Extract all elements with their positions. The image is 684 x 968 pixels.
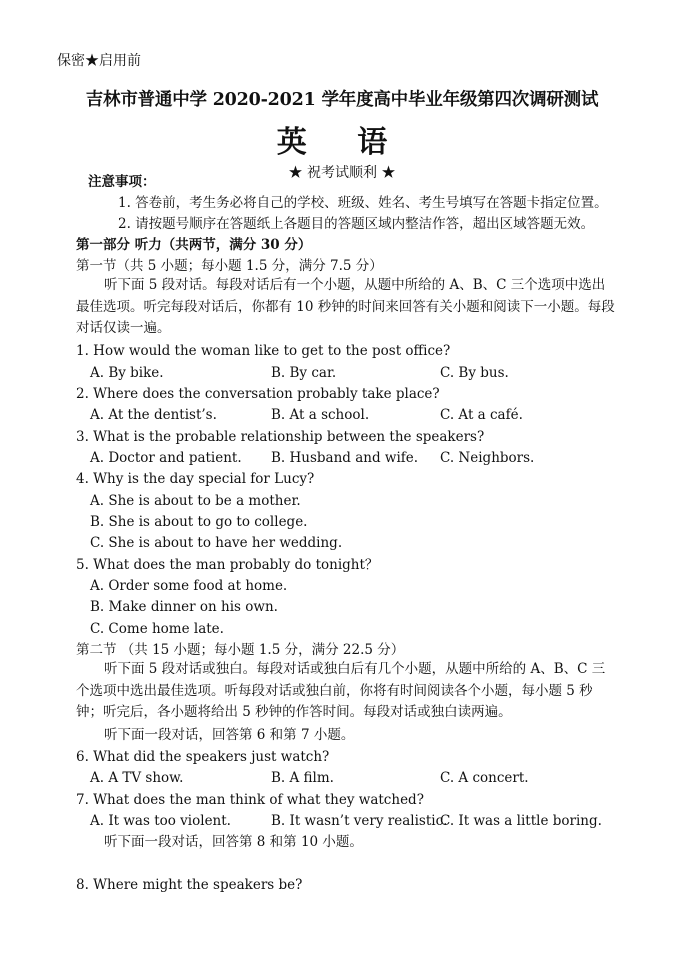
option-b: B. Make dinner on his own.: [90, 599, 278, 615]
option-a: A. Order some food at home.: [90, 578, 288, 594]
option-c: C. By bus.: [440, 365, 509, 381]
question-stem: 8. Where might the speakers be?: [76, 877, 303, 893]
option-c: C. At a café.: [440, 407, 523, 423]
question-stem: 6. What did the speakers just watch?: [76, 749, 330, 765]
option-a: A. She is about to be a mother.: [90, 493, 301, 509]
confidential-label: 保密★启用前: [57, 53, 141, 69]
question-stem: 4. Why is the day special for Lucy?: [76, 471, 315, 487]
notes-title: 注意事项：: [88, 174, 156, 190]
exam-title: 吉林市普通中学 2020-2021 学年度高中毕业年级第四次调研测试: [85, 90, 599, 110]
section2-title: 第二节 （共 15 小题；每小题 1.5 分，满分 22.5 分）: [76, 642, 405, 658]
question-stem: 3. What is the probable relationship between the speakers?: [76, 429, 485, 445]
subject-title: 英 语: [276, 125, 408, 160]
option-a: A. Doctor and patient.: [90, 450, 242, 466]
note-item: 2. 请按题号顺序在答题纸上各题目的答题区域内整洁作答，超出区域答题无效。: [118, 216, 595, 232]
question-stem: 7. What does the man think of what they watched?: [76, 792, 424, 808]
listen-instruction: 听下面一段对话，回答第 6 和第 7 小题。: [104, 727, 355, 743]
option-a: A. By bike.: [90, 365, 164, 381]
option-c: C. Neighbors.: [440, 450, 535, 466]
option-c: C. Come home late.: [90, 621, 224, 637]
option-a: A. At the dentist’s.: [90, 407, 217, 423]
good-luck-line: ★ 祝考试顺利 ★: [288, 165, 396, 181]
option-b: B. It wasn’t very realistic.: [271, 813, 448, 829]
option-b: B. By car.: [271, 365, 337, 381]
option-c: C. It was a little boring.: [440, 813, 602, 829]
option-b: B. At a school.: [271, 407, 370, 423]
option-b: B. Husband and wife.: [271, 450, 419, 466]
question-stem: 1. How would the woman like to get to the post office?: [76, 343, 451, 359]
option-c: C. A concert.: [440, 770, 529, 786]
option-c: C. She is about to have her wedding.: [90, 535, 343, 551]
option-b: B. A film.: [271, 770, 334, 786]
question-stem: 5. What does the man probably do tonight？: [76, 557, 379, 573]
question-stem: 2. Where does the conversation probably take place?: [76, 386, 440, 402]
listen-instruction: 听下面一段对话，回答第 8 和第 10 小题。: [104, 834, 363, 850]
part1-title: 第一部分 听力（共两节，满分 30 分）: [76, 237, 312, 253]
option-b: B. She is about to go to college.: [90, 514, 308, 530]
note-item: 1. 答卷前，考生务必将自己的学校、班级、姓名、考生号填写在答题卡指定位置。: [118, 195, 608, 211]
option-a: A. It was too violent.: [90, 813, 231, 829]
section2-directions: 听下面 5 段对话或独白。每段对话或独白后有几个小题，从题中所给的 A、B、C 三个选项中选出最佳选项。听每段对话或独白前，你将有时间阅读各个小题，每小题 5 秒钟；听完后，各小题将给出 5 秒钟的作答时间。每段对话或独白读两遍。: [76, 661, 606, 720]
option-a: A. A TV show.: [90, 770, 184, 786]
section1-title: 第一节（共 5 小题；每小题 1.5 分，满分 7.5 分）: [76, 258, 383, 274]
section1-directions: 听下面 5 段对话。每段对话后有一个小题，从题中所给的 A、B、C 三个选项中选出最佳选项。听完每段对话后，你都有 10 秒钟的时间来回答有关小题和阅读下一小题。每段对话仅读一遍。: [76, 277, 615, 336]
